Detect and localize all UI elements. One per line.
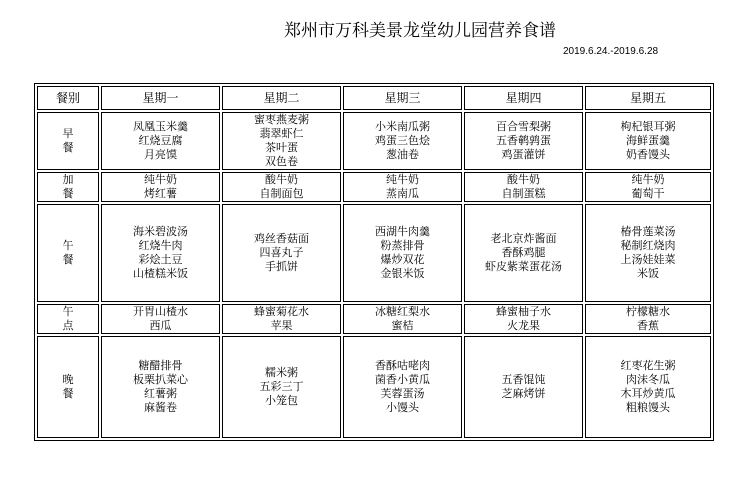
dishes-cell bbox=[585, 336, 711, 438]
dish-item: 蜜桔 bbox=[391, 319, 414, 332]
dishes-cell bbox=[464, 112, 583, 170]
meal-row bbox=[37, 304, 711, 334]
dish-item: 海米碧波汤 bbox=[133, 225, 188, 238]
dish-item: 米饭 bbox=[637, 267, 659, 280]
dish-item: 糯米粥 bbox=[265, 366, 298, 379]
dish-item: 酸牛奶 bbox=[265, 173, 298, 186]
dishes-cell bbox=[343, 172, 462, 202]
meal-type-cell: 午 点 bbox=[37, 304, 99, 334]
header-meal-type: 餐别 bbox=[37, 86, 99, 110]
meal-row bbox=[37, 112, 711, 170]
dishes-cell bbox=[343, 336, 462, 438]
dish-item: 月亮馍 bbox=[144, 148, 177, 161]
header-day: 星期一 bbox=[101, 86, 220, 110]
dish-item: 海鲜蛋羹 bbox=[626, 134, 670, 147]
meal-type-cell: 早 餐 bbox=[37, 112, 99, 170]
dishes-cell bbox=[343, 304, 462, 334]
dish-item: 翡翠虾仁 bbox=[259, 127, 304, 140]
dish-item: 百合雪梨粥 bbox=[496, 120, 551, 133]
dish-item: 火龙果 bbox=[507, 319, 540, 332]
dish-item: 五彩三丁 bbox=[259, 380, 304, 393]
dish-item: 粗粮馒头 bbox=[626, 401, 670, 414]
dish-item: 虾皮紫菜蛋花汤 bbox=[485, 260, 562, 273]
dish-item: 香酥咕咾肉 bbox=[375, 359, 430, 372]
dish-item: 红枣花生粥 bbox=[620, 359, 676, 372]
dish-item: 枸杞银耳粥 bbox=[620, 120, 676, 133]
header-day: 星期二 bbox=[222, 86, 341, 110]
dish-item: 红烧牛肉 bbox=[138, 239, 183, 252]
dish-item: 柠檬糖水 bbox=[626, 305, 670, 318]
dishes-cell bbox=[464, 204, 583, 302]
dish-item: 纯牛奶 bbox=[631, 173, 665, 186]
dish-item: 板栗扒菜心 bbox=[133, 373, 188, 386]
dish-item: 椿骨莲菜汤 bbox=[620, 225, 676, 238]
header-day: 星期五 bbox=[585, 86, 711, 110]
dish-item: 菌香小黄瓜 bbox=[375, 373, 430, 386]
dish-item: 西瓜 bbox=[149, 319, 172, 332]
meal-type-cell: 午 餐 bbox=[37, 204, 99, 302]
dish-item: 双色卷 bbox=[265, 155, 298, 168]
dishes-cell bbox=[101, 204, 220, 302]
dish-item: 小馒头 bbox=[386, 401, 419, 414]
dish-item: 木耳炒黄瓜 bbox=[620, 387, 676, 400]
dish-item: 山楂糕米饭 bbox=[133, 267, 188, 280]
dish-item: 老北京炸酱面 bbox=[490, 232, 557, 245]
dish-item: 酸牛奶 bbox=[507, 173, 540, 186]
dish-item: 香酥鸡腿 bbox=[501, 246, 546, 259]
page-title: 郑州市万科美景龙堂幼儿园营养食谱 bbox=[284, 21, 556, 41]
dish-item: 葡萄干 bbox=[631, 187, 665, 200]
date-range: 2019.6.24.-2019.6.28 bbox=[563, 46, 659, 57]
dishes-cell bbox=[222, 172, 341, 202]
dish-item: 糖醋排骨 bbox=[138, 359, 183, 372]
dish-item: 蒸南瓜 bbox=[386, 187, 419, 200]
dish-item: 芙蓉蛋汤 bbox=[380, 387, 425, 400]
dish-item: 五香鹌鹑蛋 bbox=[496, 134, 551, 147]
dish-item: 红烧豆腐 bbox=[138, 134, 183, 147]
dishes-cell bbox=[222, 336, 341, 438]
dish-item: 蜜枣燕麦粥 bbox=[254, 113, 309, 126]
dish-item: 烤红薯 bbox=[144, 187, 177, 200]
dish-item: 香蕉 bbox=[637, 319, 659, 332]
dish-item: 西湖牛肉羹 bbox=[375, 225, 430, 238]
dish-item: 手抓饼 bbox=[265, 260, 298, 273]
dish-item: 鸡蛋三色烩 bbox=[375, 134, 430, 147]
dish-item: 肉沫冬瓜 bbox=[626, 373, 670, 386]
dish-item: 自制蛋糕 bbox=[501, 187, 546, 200]
header-day: 星期三 bbox=[343, 86, 462, 110]
dishes-cell bbox=[585, 172, 711, 202]
dish-item: 开胃山楂水 bbox=[133, 305, 188, 318]
dish-item: 金银米饭 bbox=[380, 267, 425, 280]
dishes-cell bbox=[464, 304, 583, 334]
dish-item: 小笼包 bbox=[265, 394, 298, 407]
dish-item: 纯牛奶 bbox=[144, 173, 177, 186]
dishes-cell bbox=[464, 172, 583, 202]
dish-item: 凤凰玉米羹 bbox=[133, 120, 188, 133]
dish-item: 苹果 bbox=[270, 319, 293, 332]
dishes-cell bbox=[585, 304, 711, 334]
dish-item: 鸡蛋灌饼 bbox=[501, 148, 546, 161]
meal-row bbox=[37, 204, 711, 302]
dish-item: 鸡丝香菇面 bbox=[254, 232, 309, 245]
dishes-cell bbox=[585, 204, 711, 302]
dish-item: 秘制红烧肉 bbox=[620, 239, 676, 252]
dish-item: 蜂蜜菊花水 bbox=[254, 305, 309, 318]
dishes-cell bbox=[101, 304, 220, 334]
dish-item: 纯牛奶 bbox=[386, 173, 419, 186]
dishes-cell bbox=[101, 112, 220, 170]
dish-item: 爆炒双花 bbox=[380, 253, 425, 266]
dish-item: 茶叶蛋 bbox=[265, 141, 298, 154]
dishes-cell bbox=[222, 112, 341, 170]
dishes-cell bbox=[585, 112, 711, 170]
dish-item: 冰糖红梨水 bbox=[375, 305, 430, 318]
dish-item: 麻酱卷 bbox=[144, 401, 177, 414]
dishes-cell bbox=[222, 304, 341, 334]
menu-table bbox=[34, 83, 714, 441]
dish-item: 蜂蜜柚子水 bbox=[496, 305, 551, 318]
dish-item: 红薯粥 bbox=[144, 387, 177, 400]
dishes-cell bbox=[343, 112, 462, 170]
dishes-cell bbox=[222, 204, 341, 302]
meal-type-cell: 加 餐 bbox=[37, 172, 99, 202]
dish-item: 彩烩土豆 bbox=[138, 253, 183, 266]
dish-item: 芝麻烤饼 bbox=[501, 387, 546, 400]
dish-item: 自制面包 bbox=[259, 187, 304, 200]
dish-item: 葱油卷 bbox=[386, 148, 419, 161]
header-day: 星期四 bbox=[464, 86, 583, 110]
dish-item: 粉蒸排骨 bbox=[380, 239, 425, 252]
meal-row bbox=[37, 172, 711, 202]
dishes-cell bbox=[101, 336, 220, 438]
dish-item: 四喜丸子 bbox=[259, 246, 304, 259]
dishes-cell bbox=[101, 172, 220, 202]
meal-row bbox=[37, 336, 711, 438]
meal-type-cell: 晚 餐 bbox=[37, 336, 99, 438]
dish-item: 小米南瓜粥 bbox=[375, 120, 430, 133]
dish-item: 五香馄饨 bbox=[501, 373, 546, 386]
dishes-cell bbox=[464, 336, 583, 438]
dish-item: 奶香馒头 bbox=[626, 148, 670, 161]
dishes-cell bbox=[343, 204, 462, 302]
header-row bbox=[37, 86, 711, 110]
dish-item: 上汤娃娃菜 bbox=[620, 253, 676, 266]
